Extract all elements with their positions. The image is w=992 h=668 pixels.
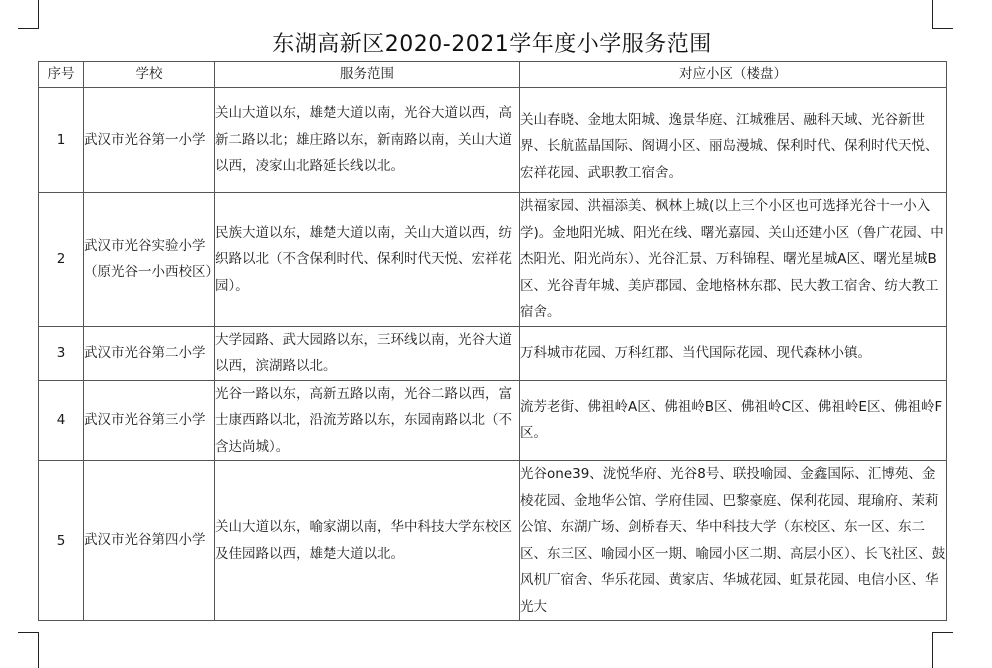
crop-mark-top-left	[18, 0, 39, 29]
school-name	[84, 193, 219, 327]
table-row	[39, 88, 947, 193]
school-name-text: 武汉市光谷第三小学	[84, 412, 206, 428]
header-school: 学校	[84, 62, 215, 88]
school-name	[84, 326, 215, 380]
service-range-text: 大学园路、武大园路以东，三环线以南，光谷大道以西，滨湖路以北。	[215, 331, 512, 374]
row-number: 4	[39, 380, 84, 461]
school-name-text: 武汉市光谷第四小学	[84, 532, 206, 549]
service-range-text: 关山大道以东，喻家湖以南，华中科技大学东校区及佳园路以西，雄楚大道以北。	[215, 519, 512, 562]
table-header-row	[39, 62, 947, 88]
residential-areas	[520, 380, 947, 461]
table-row	[39, 193, 947, 327]
row-number: 3	[39, 326, 84, 380]
table-row	[39, 380, 947, 461]
residential-areas-text: 流芳老街、佛祖岭A区、佛祖岭B区、佛祖岭C区、佛祖岭E区、佛祖岭F区。	[520, 398, 943, 442]
row-number: 2	[39, 193, 84, 327]
residential-areas	[520, 461, 947, 621]
service-range	[215, 326, 520, 380]
school-name	[84, 88, 215, 193]
service-range	[215, 88, 520, 193]
residential-areas-text: 光谷one39、泷悦华府、光谷8号、联投喻园、金鑫国际、汇博苑、金棱花园、金地华公馆、学府佳园、巴黎豪庭、保利花园、琨瑜府、茉莉公馆、东湖广场、剑桥春天、华中科技大学（东校区、东一区、东二区、东三区、喻园小区一期、喻园小区二期、高层小区）、长飞社区、鼓风机厂宿舍、华乐花园、黄家店、华城花园、虹景花园、电信小区、华光大	[520, 466, 946, 615]
service-range	[215, 461, 520, 621]
row-number: 5	[39, 461, 84, 621]
header-area: 对应小区（楼盘）	[520, 62, 947, 88]
school-name-text: 武汉市光谷实验小学（原光谷一小西校区）	[84, 237, 219, 281]
service-range	[215, 380, 520, 461]
school-name-text: 武汉市光谷第二小学	[84, 344, 206, 361]
residential-areas	[520, 326, 947, 380]
school-name	[84, 461, 215, 621]
row-number: 1	[39, 88, 84, 193]
service-range	[215, 193, 520, 327]
header-no: 序号	[39, 62, 84, 88]
residential-areas	[520, 193, 947, 327]
crop-mark-top-right	[932, 0, 953, 29]
residential-areas-text: 关山春晓、金地太阳城、逸景华庭、江城雅居、融科天域、光谷新世界、长航蓝晶国际、阁调小区、丽岛漫城、保利时代、保利时代天悦、宏祥花园、武职教工宿舍。	[520, 111, 939, 181]
header-range: 服务范围	[215, 62, 520, 88]
residential-areas	[520, 88, 947, 193]
service-range-table	[38, 61, 947, 621]
residential-areas-text: 洪福家园、洪福添美、枫林上城(以上三个小区也可选择光谷十一小入学)。金地阳光城、阳光在线、曙光嘉园、关山还建小区（鲁广花园、中杰阳光、阳光尚东）、光谷汇景、万科锦程、曙光星城A区、曙光星城B区、光谷青年城、美庐郡园、金地格林东郡、民大教工宿舍、纺大教工宿舍。	[520, 198, 944, 320]
service-range-text: 光谷一路以东，高新五路以南，光谷二路以西，富士康西路以北，沿流芳路以东，东园南路以北（不含达尚城）。	[215, 385, 512, 455]
residential-areas-text: 万科城市花园、万科红郡、当代国际花园、现代森林小镇。	[520, 344, 871, 361]
crop-mark-bottom-right	[932, 632, 953, 668]
crop-mark-bottom-left	[18, 632, 39, 668]
table-row	[39, 461, 947, 621]
table-row	[39, 326, 947, 380]
service-range-text: 民族大道以东，雄楚大道以南，关山大道以西，纺织路以北（不含保利时代、保利时代天悦、宏祥花园）。	[215, 224, 512, 294]
school-name-text: 武汉市光谷第一小学	[84, 131, 206, 148]
school-name	[84, 380, 215, 461]
document-title: 东湖高新区2020-2021学年度小学服务范围	[272, 32, 712, 57]
service-range-text: 关山大道以东，雄楚大道以南，光谷大道以西，高新二路以北；雄庄路以东，新南路以南，关山大道以西，凌家山北路延长线以北。	[215, 105, 512, 175]
